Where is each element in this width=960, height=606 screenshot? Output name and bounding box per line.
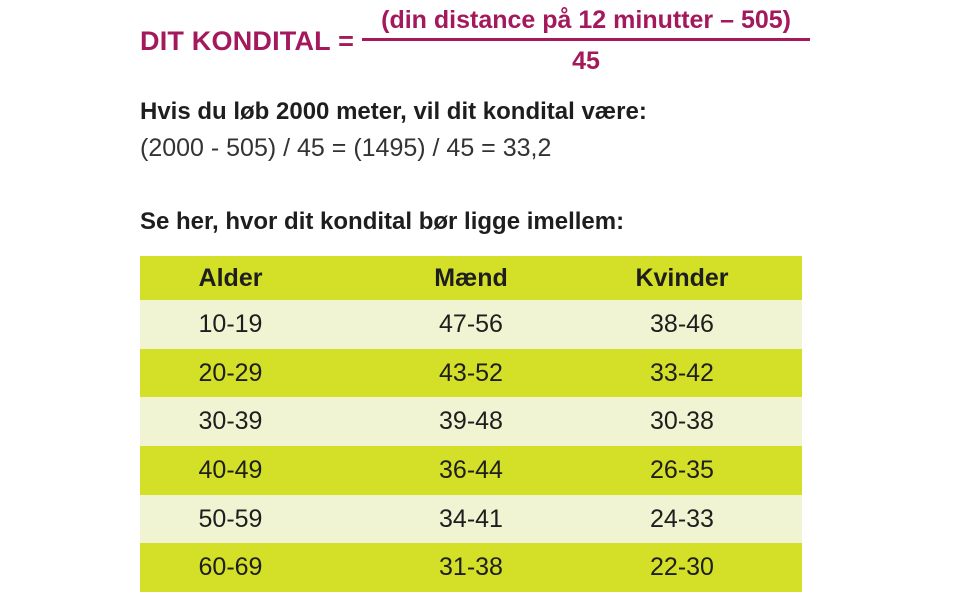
cell-men: 34-41 <box>439 504 503 533</box>
table-row <box>140 397 802 446</box>
cell-age: 20-29 <box>198 358 263 387</box>
cell-women: 38-46 <box>650 309 714 338</box>
cell-women: 22-30 <box>650 553 714 582</box>
table-title: Se her, hvor dit kondital bør ligge imellem: <box>140 208 625 235</box>
header-kvinder: Kvinder <box>635 263 729 292</box>
header-alder: Alder <box>198 263 263 292</box>
cell-age: 40-49 <box>198 455 263 484</box>
table-row <box>140 543 802 592</box>
table-row <box>140 349 802 398</box>
header-maend: Mænd <box>434 263 508 292</box>
fitness-table <box>140 256 802 592</box>
cell-age: 10-19 <box>198 309 263 338</box>
formula-fraction <box>362 6 810 76</box>
formula-numerator: (din distance på 12 minutter – 505) <box>381 6 791 34</box>
formula-label: DIT KONDITAL = <box>140 25 355 56</box>
cell-women: 26-35 <box>650 455 714 484</box>
example-calculation: (2000 - 505) / 45 = (1495) / 45 = 33,2 <box>140 134 552 162</box>
example-title: Hvis du løb 2000 meter, vil dit kondital være: <box>140 98 647 125</box>
formula <box>140 6 810 76</box>
table-row <box>140 300 802 349</box>
table-header-row <box>140 256 802 300</box>
cell-men: 39-48 <box>439 407 503 436</box>
cell-men: 47-56 <box>439 309 503 338</box>
formula-denominator: 45 <box>572 47 600 75</box>
cell-women: 24-33 <box>650 504 714 533</box>
cell-age: 60-69 <box>198 553 263 582</box>
cell-age: 30-39 <box>198 407 263 436</box>
cell-men: 36-44 <box>439 455 503 484</box>
table-row <box>140 446 802 495</box>
cell-women: 33-42 <box>650 358 714 387</box>
cell-women: 30-38 <box>650 407 714 436</box>
cell-age: 50-59 <box>198 504 263 533</box>
table-row <box>140 495 802 544</box>
cell-men: 31-38 <box>439 553 503 582</box>
cell-men: 43-52 <box>439 358 503 387</box>
